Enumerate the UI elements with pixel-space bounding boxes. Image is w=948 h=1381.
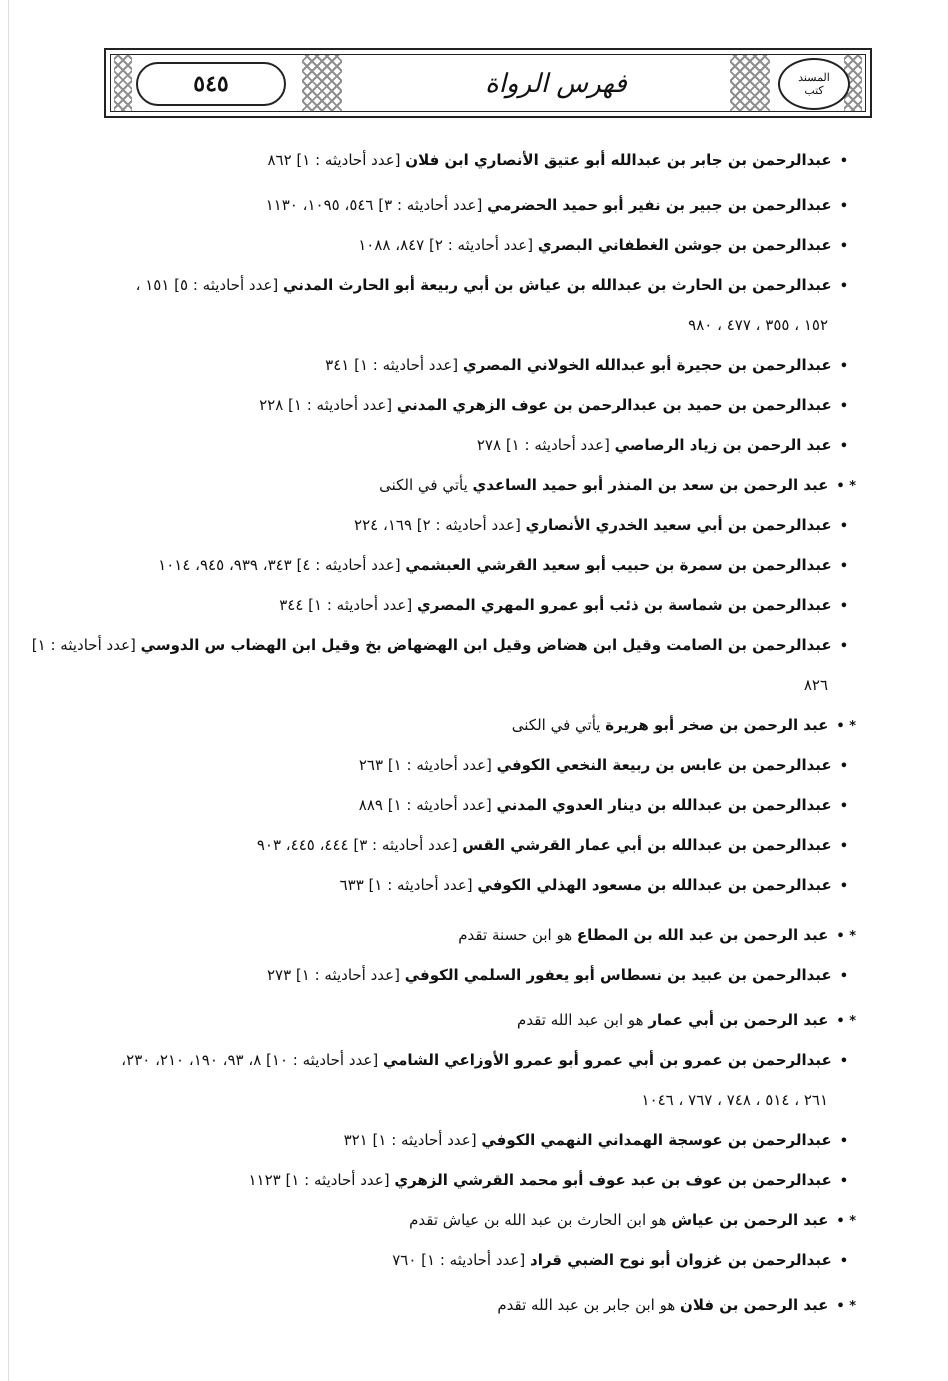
narrator-name: عبد الرحمن بن فلان (680, 1296, 829, 1314)
narrator-name: عبد الرحمن بن زياد الرصاصي (614, 436, 832, 454)
narrator-info: [عدد أحاديثه : ١] ٢٧٨ (476, 436, 615, 454)
narrator-name: عبدالرحمن بن شماسة بن ذئب أبو عمرو المهري المصري (417, 596, 832, 614)
entry-marker: • (839, 399, 848, 414)
entry-marker: • (839, 969, 848, 984)
narrator-name: عبد الرحمن بن عياش (671, 1211, 829, 1229)
narrator-info: هو ابن الحارث بن عبد الله بن عياش تقدم (409, 1211, 672, 1229)
index-entry (344, 1130, 848, 1152)
narrator-info: [عدد أحاديثه : ١] (31, 636, 141, 654)
index-entry (267, 965, 848, 987)
narrator-name: عبدالرحمن بن عبيد بن نسطاس أبو يعفور السلمي الكوفي (404, 966, 832, 984)
narrator-name: عبدالرحمن بن عوسجة الهمداني النهمي الكوفي (481, 1131, 832, 1149)
narrator-info: هو ابن عبد الله تقدم (517, 1011, 649, 1029)
narrator-name: عبدالرحمن بن سمرة بن حبيب أبو سعيد القرشي العبشمي (405, 556, 832, 574)
narrator-name: عبدالرحمن بن جوشن الغطفاني البصري (537, 236, 832, 254)
narrator-name: عبدالرحمن بن عوف بن عبد عوف أبو محمد القرشي الزهري (394, 1171, 832, 1189)
index-entry (354, 515, 848, 537)
entry-continuation: ٢٦١ ، ٥١٤ ، ٧٤٨ ، ٧٦٧ ، ١٠٤٦ (641, 1091, 828, 1109)
index-entry (409, 1210, 856, 1232)
entry-marker: * • (836, 1214, 856, 1229)
narrator-info: [عدد أحاديثه : ١] ٣٤٤ (279, 596, 417, 614)
narrator-name: عبدالرحمن بن حجيرة أبو عبدالله الخولاني المصري (462, 356, 832, 374)
entry-marker: • (839, 639, 848, 654)
entry-marker: • (839, 519, 848, 534)
entry-marker: * • (836, 929, 856, 944)
narrator-info: [عدد أحاديثه : ١] ٢٧٣ (266, 966, 405, 984)
index-entry (266, 195, 848, 217)
entry-marker: • (839, 599, 848, 614)
page-number: ٥٤٥ (136, 62, 286, 106)
index-entry (279, 595, 848, 617)
narrator-info: [عدد أحاديثه : ١] ١١٢٣ (248, 1171, 395, 1189)
entry-marker: • (839, 559, 848, 574)
index-entry (379, 475, 856, 497)
index-entry (257, 835, 848, 857)
narrator-info: [عدد أحاديثه : ٣] ٤٤٤، ٤٤٥، ٩٠٣ (256, 836, 463, 854)
index-entry (121, 1050, 848, 1072)
index-entry (512, 715, 856, 737)
index-entry (267, 150, 848, 172)
narrator-info: هو ابن جابر بن عبد الله تقدم (497, 1296, 681, 1314)
entry-marker: * • (836, 479, 856, 494)
narrator-info: [عدد أحاديثه : ١] ٨٦٢ (267, 151, 406, 169)
entry-marker: • (839, 199, 848, 214)
entry-marker: • (839, 359, 848, 374)
narrator-info: يأتي في الكنى (379, 476, 473, 494)
index-entry (32, 635, 848, 657)
index-entry (325, 355, 848, 377)
entry-marker: • (839, 279, 848, 294)
narrator-name: عبد الرحمن بن أبي عمار (648, 1011, 829, 1029)
entry-marker: • (839, 1054, 848, 1069)
narrator-info: [عدد أحاديثه : ١] ٣٢١ (343, 1131, 482, 1149)
index-entry (358, 235, 848, 257)
entry-marker: • (839, 439, 848, 454)
index-entry (136, 275, 848, 297)
narrator-info: [عدد أحاديثه : ١] ٦٣٣ (339, 876, 478, 894)
narrator-info: هو ابن حسنة تقدم (458, 926, 577, 944)
narrator-info: [عدد أحاديثه : ١] ٢٢٨ (259, 396, 397, 414)
entry-marker: * • (836, 1014, 856, 1029)
narrator-name: عبد الرحمن بن سعد بن المنذر أبو حميد الساعدي (472, 476, 829, 494)
narrator-info: [عدد أحاديثه : ٣] ٥٤٦، ١٠٩٥، ١١٣٠ (265, 196, 488, 214)
narrator-name: عبدالرحمن بن عبدالله بن دينار العدوي المدني (496, 796, 832, 814)
index-entry (517, 1010, 856, 1032)
narrator-name: عبدالرحمن بن الصامت وقيل ابن هضاض وقيل ابن الهضهاض بخ وقيل ابن الهضاب س الدوسي (140, 636, 832, 654)
index-entry (248, 1170, 848, 1192)
entry-marker: • (839, 759, 848, 774)
narrator-name: عبدالرحمن بن أبي سعيد الخدري الأنصاري (525, 516, 832, 534)
narrator-info: [عدد أحاديثه : ١] ٧٦٠ (392, 1251, 530, 1269)
index-entry (359, 755, 848, 777)
narrator-name: عبد الرحمن بن صخر أبو هريرة (605, 716, 829, 734)
index-entry (359, 795, 848, 817)
entry-marker: • (839, 1254, 848, 1269)
entry-marker: • (839, 1174, 848, 1189)
narrator-info: [عدد أحاديثه : ١] ٨٨٩ (358, 796, 497, 814)
narrator-name: عبدالرحمن بن عبدالله بن أبي عمار القرشي القس (462, 836, 832, 854)
index-entry (259, 395, 848, 417)
narrator-info: يأتي في الكنى (511, 716, 606, 734)
narrator-info: [عدد أحاديثه : ٢] ١٦٩، ٢٢٤ (354, 516, 526, 534)
narrator-info: [عدد أحاديثه : ٤] ٣٤٣، ٩٣٩، ٩٤٥، ١٠١٤ (158, 556, 406, 574)
entry-marker: * • (836, 1299, 856, 1314)
entry-continuation: ١٥٢ ، ٣٥٥ ، ٤٧٧ ، ٩٨٠ (688, 316, 828, 334)
index-entry (158, 555, 848, 577)
index-entry (497, 1295, 856, 1317)
narrator-name: عبدالرحمن بن الحارث بن عبدالله بن عياش بن أبي ربيعة أبو الحارث المدني (283, 276, 832, 294)
index-entry (477, 435, 848, 457)
entry-marker: * • (836, 719, 856, 734)
narrator-info: [عدد أحاديثه : ١٠] ٨، ٩٣، ١٩٠، ٢١٠، ٢٣٠، (121, 1051, 383, 1069)
narrator-info: [عدد أحاديثه : ١] ٣٤١ (325, 356, 463, 374)
narrator-name: عبدالرحمن بن حميد بن عبدالرحمن بن عوف الزهري المدني (396, 396, 832, 414)
narrator-name: عبدالرحمن بن جابر بن عبدالله أبو عتيق الأنصاري ابن فلان (405, 151, 832, 169)
entry-marker: • (839, 799, 848, 814)
entry-marker: • (839, 879, 848, 894)
entry-continuation: ٨٢٦ (803, 676, 828, 694)
narrator-name: عبدالرحمن بن عمرو بن أبي عمرو أبو عمرو الأوزاعي الشامي (382, 1051, 832, 1069)
narrator-info: [عدد أحاديثه : ١] ٢٦٣ (358, 756, 497, 774)
logo-line-1: المسند (798, 71, 830, 84)
narrator-name: عبدالرحمن بن جبير بن نفير أبو حميد الحضرمي (487, 196, 832, 214)
logo-line-2: كتب (804, 84, 824, 97)
page-title: فهرس الرواة (485, 69, 627, 99)
index-entry (340, 875, 848, 897)
narrator-info: [عدد أحاديثه : ٥] ١٥١ ، (135, 276, 284, 294)
index-entry (458, 925, 856, 947)
narrator-info: [عدد أحاديثه : ٢] ٨٤٧، ١٠٨٨ (358, 236, 538, 254)
narrator-name: عبد الرحمن بن عبد الله بن المطاع (576, 926, 829, 944)
entry-marker: • (839, 239, 848, 254)
entry-marker: • (839, 839, 848, 854)
narrator-name: عبدالرحمن بن عابس بن ربيعة النخعي الكوفي (496, 756, 832, 774)
narrator-name: عبدالرحمن بن غزوان أبو نوح الضبي قراد (530, 1251, 832, 1269)
narrator-name: عبدالرحمن بن عبدالله بن مسعود الهذلي الكوفي (477, 876, 832, 894)
entry-marker: • (839, 1134, 848, 1149)
entry-marker: • (839, 154, 848, 169)
index-entry (392, 1250, 848, 1272)
